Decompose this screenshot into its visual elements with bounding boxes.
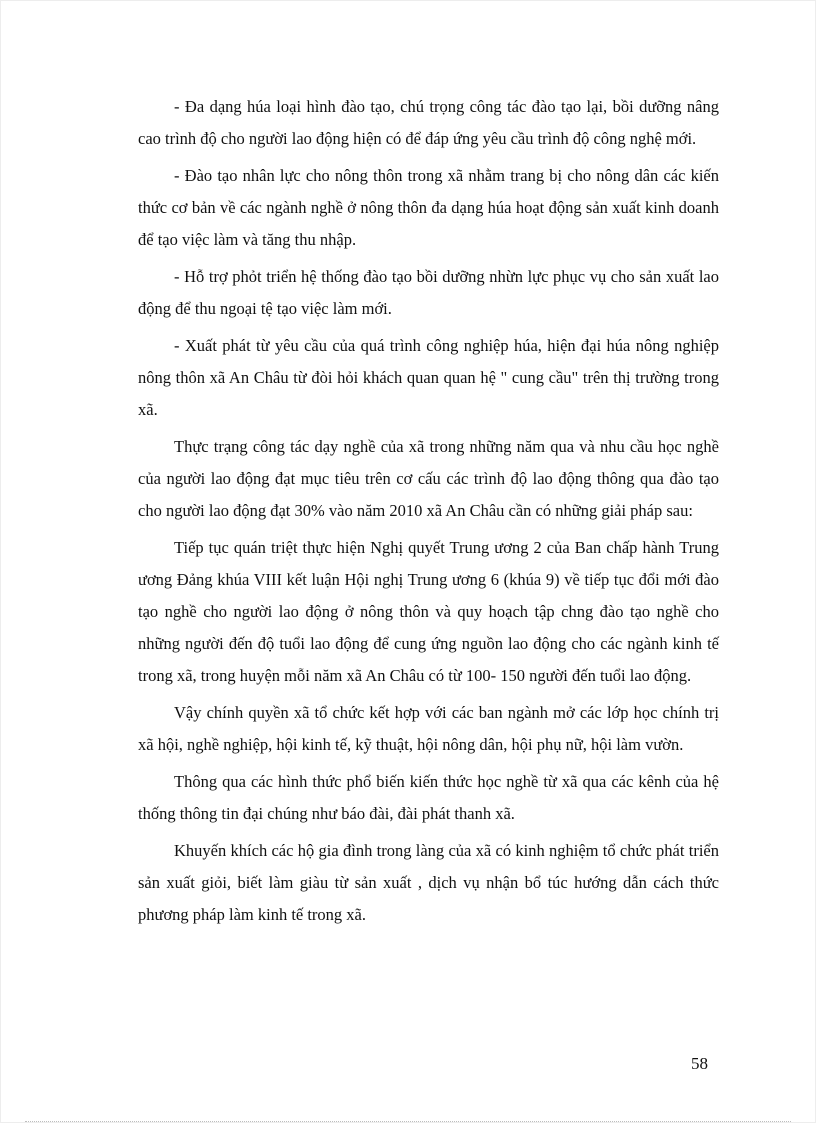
paragraph-rural-training: - Đào tạo nhân lực cho nông thôn trong xã nhằm trang bị cho nông dân các kiến thức cơ bản về các ngành nghề ở nông thôn đa dạng húa hoạt động sản xuất kinh doanh để tạo việc làm và tăng thu nhập. (138, 166, 719, 249)
page-number: 58 (691, 1054, 708, 1073)
paragraph-diversify-training: - Đa dạng húa loại hình đào tạo, chú trọng công tác đào tạo lại, bồi dưỡng nâng cao trình độ cho người lao động hiện có để đáp ứng yêu cầu trình độ công nghệ mới. (138, 97, 719, 148)
paragraph-current-status: Thực trạng công tác dạy nghề của xã trong những năm qua và nhu cầu học nghề của người lao động đạt mục tiêu trên cơ cấu các trình độ lao động thông qua đào tạo cho người lao động đạt 30% vào năm 2010 xã An Châu cần có những giải pháp sau: (138, 437, 719, 520)
footer-divider (25, 1121, 791, 1122)
paragraph-resolution: Tiếp tục quán triệt thực hiện Nghị quyết Trung ương 2 của Ban chấp hành Trung ương Đảng khúa VIII kết luận Hội nghị Trung ương 6 (khúa 9) về tiếp tục đổi mới đào tạo nghề cho người lao động ở nông thôn và quy hoạch tập chng đào tạo nghề cho những người đến độ tuổi lao động để cung ứng nguồn lao động cho các ngành kinh tế trong xã, trong huyện mỗi năm xã An Châu có từ 100- 150 người đến tuổi lao động. (138, 538, 719, 685)
paragraph-industrialization: - Xuất phát từ yêu cầu của quá trình công nghiệp húa, hiện đại húa nông nghiệp nông thôn xã An Châu từ đòi hỏi khách quan quan hệ " cung cầu" trên thị trường trong xã. (138, 336, 719, 419)
paragraph-support-system: - Hỗ trợ phỏt triển hệ thống đào tạo bồi dưỡng nhừn lực phục vụ cho sản xuất lao động để thu ngoại tệ tạo việc làm mới. (138, 267, 719, 318)
paragraph-mass-media: Thông qua các hình thức phổ biến kiến thức học nghề từ xã qua các kênh của hệ thống thông tin đại chúng như báo đài, đài phát thanh xã. (138, 772, 719, 823)
body-text (138, 91, 719, 936)
paragraph-encourage-households: Khuyến khích các hộ gia đình trong làng của xã có kinh nghiệm tổ chức phát triển sản xuất giỏi, biết làm giàu từ sản xuất , dịch vụ nhận bổ túc hướng dẫn cách thức phương pháp làm kinh tế trong xã. (138, 841, 719, 924)
paragraph-government-classes: Vậy chính quyền xã tổ chức kết hợp với các ban ngành mở các lớp học chính trị xã hội, nghề nghiệp, hội kinh tế, kỹ thuật, hội nông dân, hội phụ nữ, hội làm vườn. (138, 703, 719, 754)
